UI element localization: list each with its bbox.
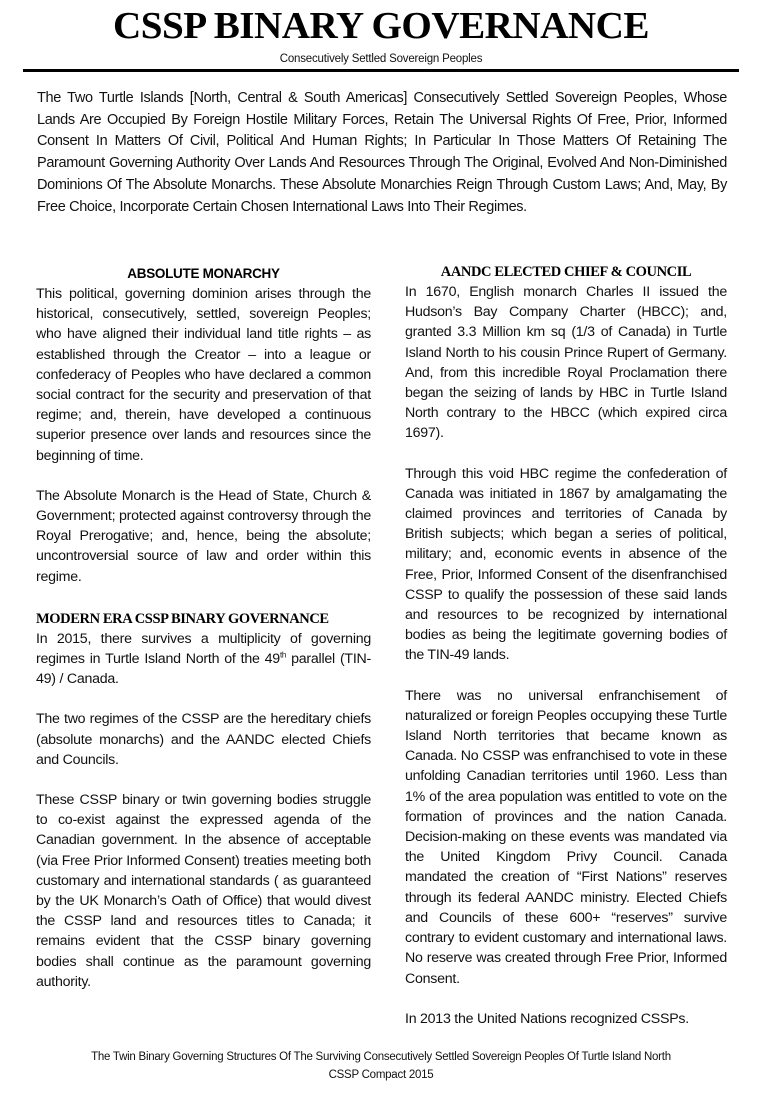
modern-era-paragraph-2: The two regimes of the CSSP are the hereditary chiefs (absolute monarchs) and the AANDC elected Chiefs and Councils. [36, 711, 371, 768]
section-heading-modern-era: MODERN ERA CSSP BINARY GOVERNANCE [36, 610, 329, 627]
spacer [405, 444, 727, 464]
document-subtitle: Consecutively Settled Sovereign Peoples [279, 53, 483, 65]
footer-line-1: The Twin Binary Governing Structures Of The Surviving Consecutively Settled Sovereign Peoples Of Turtle Island North [91, 1051, 671, 1063]
spacer [405, 989, 727, 1009]
modern-era-paragraph-3: These CSSP binary or twin governing bodies struggle to co-exist against the expressed agenda of the Canadian government. In the absence of acceptable (via Free Prior Informed Consent) treaties meeting both customary and international standards ( as guaranteed by the UK Monarch’s Oath of Office) that would divest the CSSP land and resources titles to Canada; it remains evident that the CSSP binary governing bodies shall continue as the paramount governing authority. [36, 792, 371, 990]
intro-paragraph: The Two Turtle Islands [North, Central & South Americas] Consecutively Settled Sovereign Peoples, Whose Lands Are Occupied By Foreign Hostile Military Forces, Retain The Universal Rights Of Free, Prior, Informed Consent In Matters Of Civil, Political And Human Rights; In Particular In Those Matters Of Retaining The Paramount Governing Authority Over Lands And Resources Through The Original, Evolved And Non-Diminished Dominions Of The Absolute Monarchs. These Absolute Monarchies Reign Through Custom Laws; And, May, By Free Choice, Incorporate Certain Chosen International Laws Into Their Regimes. [37, 90, 727, 215]
right-column [405, 262, 727, 1029]
absolute-monarchy-paragraph-2: The Absolute Monarch is the Head of State, Church & Government; protected against controversy through the Royal Prerogative; and, hence, being the absolute; uncontroversial source of law and order within this regime. [36, 487, 371, 585]
spacer [36, 466, 371, 486]
spacer [36, 587, 371, 609]
modern-era-text: In 2015, there survives a multiplicity of governing regimes in Turtle Island North of the 49 [36, 630, 371, 668]
footer-line-2: CSSP Compact 2015 [328, 1069, 434, 1081]
absolute-monarchy-paragraph-1: This political, governing dominion arises through the historical, consecutively, settled, sovereign Peoples; who have aligned their individual land title rights – as established through the Creator – into a league or confederacy of Peoples who have declared a common social contract for the security and preservation of that regime; and, therein, have developed a continuous superior presence over lands and resources since the beginning of time. [36, 286, 371, 464]
document-title: CSSP BINARY GOVERNANCE [112, 5, 650, 47]
aandc-paragraph-3: There was no universal enfranchisement of naturalized or foreign Peoples occupying these Turtle Island North territories that became known as Canada. No CSSP was enfranchised to vote in these unfolding Canadian territories until 1960. Less than 1% of the area population was entitled to vote on the formation of provinces and the nation Canada. Decision-making on these events was mandated via the United Kingdom Privy Council. Canada mandated the creation of “First Nations” reserves through its federal AANDC ministry. Elected Chiefs and Councils of these 600+ “reserves” survive contrary to evident customary and international laws. No reserve was created through Free Prior, Informed Consent. [405, 687, 727, 987]
modern-era-paragraph-1 [36, 629, 371, 690]
modern-era-text: parallel (TIN-49) / Canada. [36, 651, 371, 688]
section-heading-absolute-monarchy: ABSOLUTE MONARCHY [127, 266, 280, 281]
spacer [36, 770, 371, 790]
aandc-paragraph-2: Through this void HBC regime the confederation of Canada was initiated in 1867 by amalgamating the claimed provinces and territories of Canada by British subjects; which began a series of political, military; and, economic events in absence of the Free, Prior, Informed Consent of the disenfranchised CSSP to qualify the possession of these said lands and resources to be recognized by international bodies as being the legitimate governing bodies of the TIN-49 lands. [405, 465, 727, 664]
aandc-paragraph-4: In 2013 the United Nations recognized CSSPs. [405, 1010, 689, 1027]
page-footer [0, 1048, 762, 1084]
ordinal-superscript: th [279, 650, 287, 660]
section-heading-aandc: AANDC ELECTED CHIEF & COUNCIL [440, 264, 692, 280]
left-column [36, 264, 371, 992]
header-divider [23, 69, 739, 72]
aandc-paragraph-1: In 1670, English monarch Charles II issued the Hudson’s Bay Company Charter (HBCC); and, granted 3.3 Million km sq (1/3 of Canada) in Turtle Island North to his cousin Prince Rupert of Germany. And, from this incredible Royal Proclamation there began the seizing of lands by HBC in Turtle Island North contrary to the HBCC (which expired circa 1697). [405, 284, 727, 442]
spacer [405, 666, 727, 686]
spacer [36, 689, 371, 709]
